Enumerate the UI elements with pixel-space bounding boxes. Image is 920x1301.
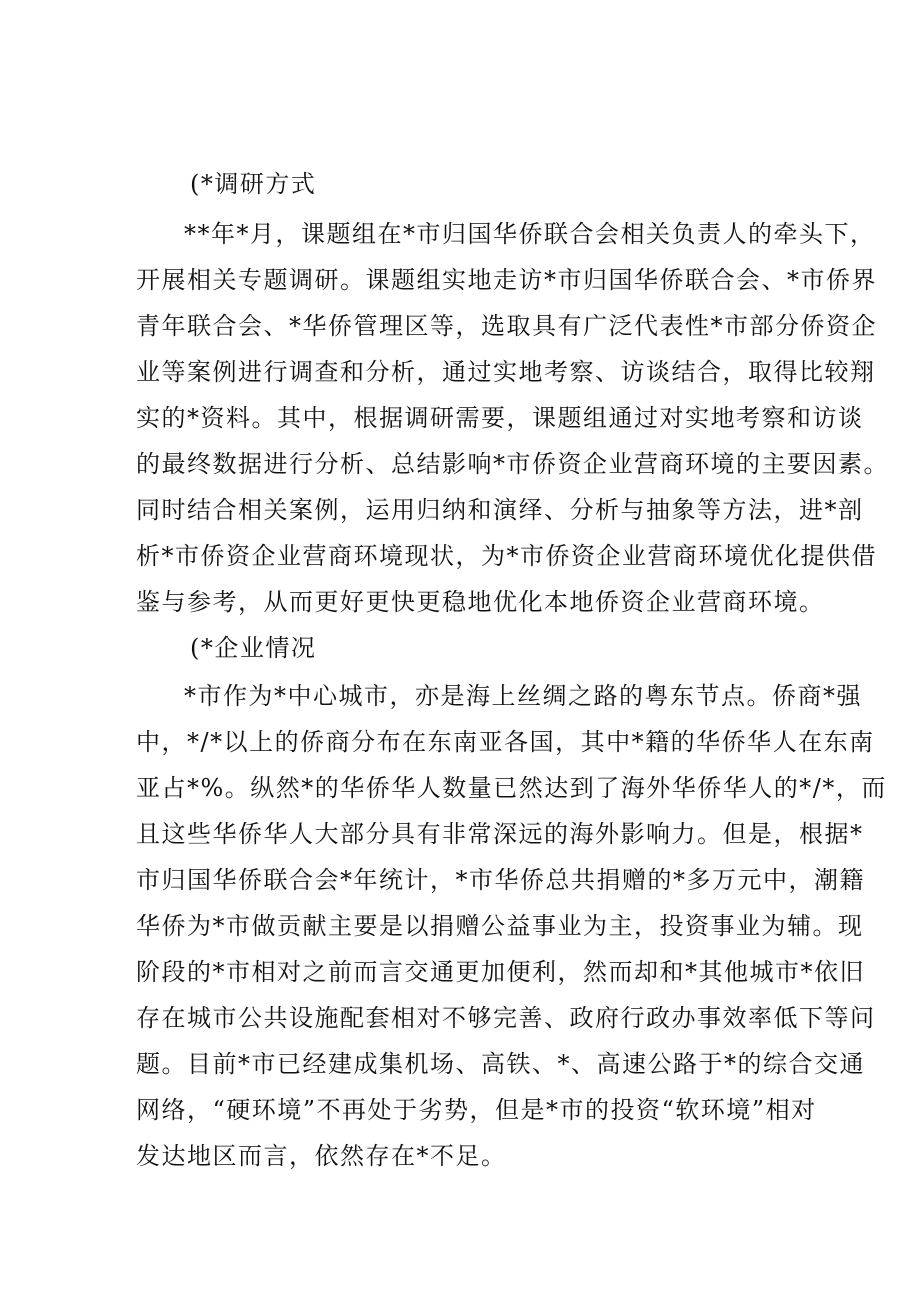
paragraph-line: 发达地区而言，依然存在*不足。: [136, 1142, 507, 1170]
paragraph-line: 鉴与参考，从而更好更快更稳地优化本地侨资企业营商环境。: [136, 588, 825, 616]
paragraph-line: 华侨为*市做贡献主要是以捐赠公益事业为主，投资事业为辅。现: [136, 912, 864, 940]
paragraph-line: 市归国华侨联合会*年统计，*市华侨总共捐赠的*多万元中，潮籍: [136, 866, 865, 894]
paragraph-line: 析*市侨资企业营商环境现状，为*市侨资企业营商环境优化提供借: [136, 542, 877, 570]
paragraph-line: 开展相关专题调研。课题组实地走访*市归国华侨联合会、*市侨界: [136, 266, 877, 294]
paragraph-line: **年*月，课题组在*市归国华侨联合会相关负责人的牵头下，: [184, 220, 876, 248]
paragraph-line: 业等案例进行调查和分析，通过实地考察、访谈结合，取得比较翔: [136, 358, 876, 386]
paragraph-line: 亚占*%。纵然*的华侨华人数量已然达到了海外华侨华人的*/*，而: [136, 774, 887, 802]
paragraph-line: 网络，“硬环境”不再处于劣势，但是*市的投资“软环境”相对: [136, 1096, 817, 1124]
paragraph-line: 中，*/*以上的侨商分布在东南亚各国，其中*籍的华侨华人在东南: [136, 728, 875, 756]
paragraph-line: 且这些华侨华人大部分具有非常深远的海外影响力。但是，根据*: [136, 820, 864, 848]
paragraph-line: 的最终数据进行分析、总结影响*市侨资企业营商环境的主要因素。: [136, 450, 889, 478]
paragraph-line: 实的*资料。其中，根据调研需要，课题组通过对实地考察和访谈: [136, 404, 864, 432]
paragraph-line: 青年联合会、*华侨管理区等，选取具有广泛代表性*市部分侨资企: [136, 312, 877, 340]
paragraph-line: 阶段的*市相对之前而言交通更加便利，然而却和*其他城市*依旧: [136, 958, 865, 986]
paragraph-line: 同时结合相关案例，运用归纳和演绎、分析与抽象等方法，进*剖: [136, 496, 864, 524]
paragraph-line: *市作为*中心城市，亦是海上丝绸之路的粤东节点。侨商*强: [184, 682, 862, 710]
section-heading-enterprise-situation: (*企业情况: [190, 634, 317, 662]
paragraph-line: 存在城市公共设施配套相对不够完善、政府行政办事效率低下等问: [136, 1004, 876, 1032]
paragraph-line: 题。目前*市已经建成集机场、高铁、*、高速公路于*的综合交通: [136, 1050, 865, 1078]
section-heading-research-method: (*调研方式: [190, 170, 317, 198]
